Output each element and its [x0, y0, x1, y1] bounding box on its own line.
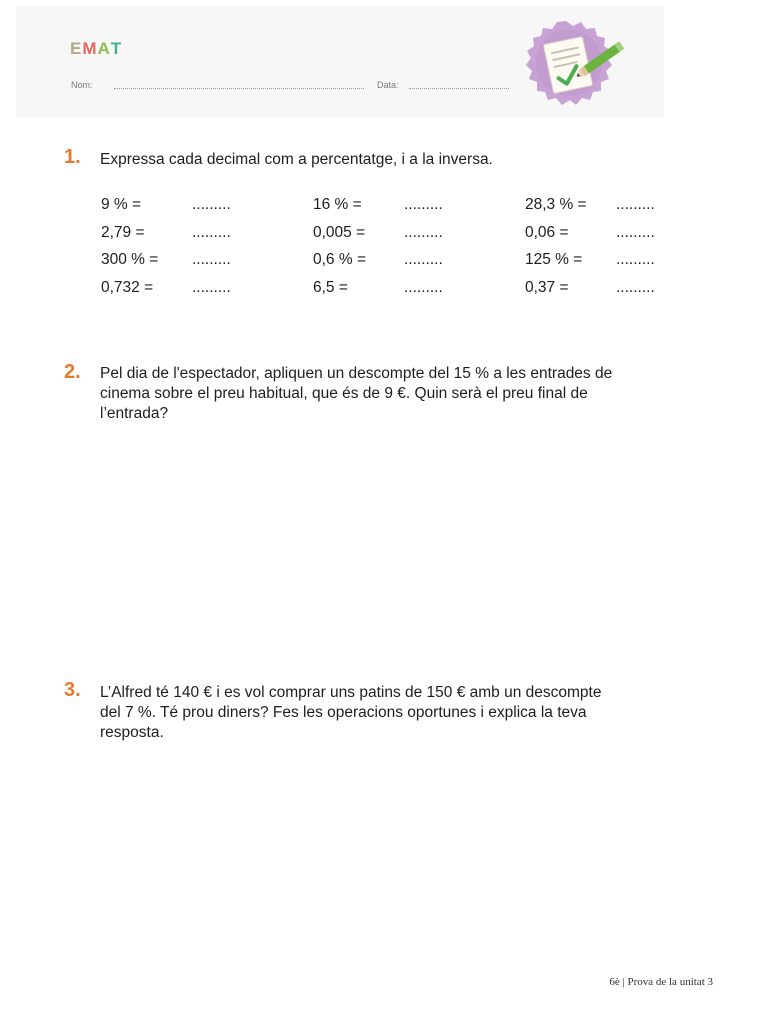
exercise-answer-blank[interactable]: .........	[616, 196, 655, 213]
question-3-answer-area[interactable]	[100, 750, 708, 960]
exercise-expression: 0,005 =	[313, 224, 366, 241]
question-2-number: 2.	[64, 361, 81, 383]
exercise-answer-blank[interactable]: .........	[192, 224, 231, 241]
question-3-number: 3.	[64, 679, 81, 701]
exercise-answer-blank[interactable]: .........	[192, 196, 231, 213]
emat-logo	[70, 40, 121, 57]
question-2-line: Pel dia de l'espectador, apliquen un descompte del 15 % a les entrades de	[100, 365, 613, 382]
logo-letter-m: M	[82, 39, 97, 58]
exercise-expression: 16 % =	[313, 196, 362, 213]
exercise-answer-blank[interactable]: .........	[192, 279, 231, 296]
exercise-answer-blank[interactable]: .........	[404, 224, 443, 241]
exercise-expression: 300 % =	[101, 251, 159, 268]
name-label: Nom:	[71, 80, 93, 90]
question-2-line: l’entrada?	[100, 405, 169, 422]
exercise-answer-blank[interactable]: .........	[404, 251, 443, 268]
logo-letter-a: A	[97, 39, 110, 58]
exercise-answer-blank[interactable]: .........	[616, 251, 655, 268]
date-label: Data:	[377, 80, 399, 90]
question-2-line: cinema sobre el preu habitual, que és de 9 €. Quin serà el preu final de	[100, 385, 588, 402]
name-field[interactable]	[114, 88, 364, 89]
exercise-expression: 0,37 =	[525, 279, 569, 296]
question-3-line: del 7 %. Té prou diners? Fes les operacions oportunes i explica la teva	[100, 704, 587, 721]
question-3-text	[100, 683, 708, 743]
question-3-line: L’Alfred té 140 € i es vol comprar uns patins de 150 € amb un descompte	[100, 684, 602, 701]
exercise-answer-blank[interactable]: .........	[616, 279, 655, 296]
exercise-answer-blank[interactable]: .........	[192, 251, 231, 268]
exercise-expression: 28,3 % =	[525, 196, 587, 213]
exercise-expression: 0,06 =	[525, 224, 569, 241]
question-3-line: resposta.	[100, 724, 164, 741]
exercise-answer-blank[interactable]: .........	[404, 279, 443, 296]
exercise-expression: 9 % =	[101, 196, 142, 213]
exercise-expression: 0,732 =	[101, 279, 154, 296]
question-2-answer-area[interactable]	[100, 430, 708, 660]
logo-letter-e: E	[70, 39, 82, 58]
question-1-number: 1.	[64, 146, 81, 168]
exercise-expression: 125 % =	[525, 251, 583, 268]
question-1-text: Expressa cada decimal com a percentatge, i a la inversa.	[100, 151, 493, 168]
exercise-expression: 0,6 % =	[313, 251, 366, 268]
logo-letter-t: T	[110, 39, 122, 58]
exercise-answer-blank[interactable]: .........	[616, 224, 655, 241]
exercise-expression: 2,79 =	[101, 224, 145, 241]
checklist-pencil-badge-icon	[516, 18, 634, 116]
question-2-text	[100, 364, 708, 424]
exercise-answer-blank[interactable]: .........	[404, 196, 443, 213]
exercise-expression: 6,5 =	[313, 279, 348, 296]
date-field[interactable]	[409, 88, 509, 89]
page-footer: 6è | Prova de la unitat 3	[609, 976, 713, 988]
